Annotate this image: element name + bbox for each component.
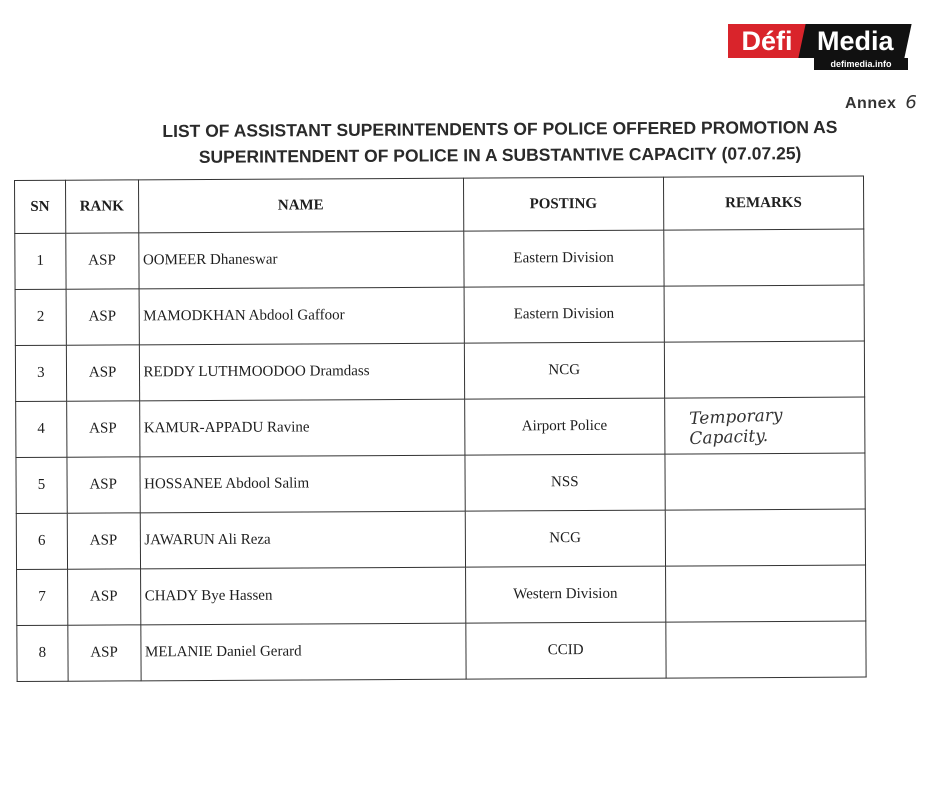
cell-remarks xyxy=(665,453,866,510)
table-row xyxy=(16,509,865,569)
table-row xyxy=(15,285,864,345)
cell-name: MAMODKHAN Abdool Gaffoor xyxy=(139,287,465,345)
handwritten-remark-line-1: Temporary xyxy=(688,404,783,429)
annex-handwritten-number: 6 xyxy=(905,92,918,113)
cell-sn: 4 xyxy=(16,401,67,457)
cell-sn: 1 xyxy=(15,233,66,289)
cell-remarks xyxy=(664,341,865,398)
header-posting: POSTING xyxy=(463,177,663,231)
promotion-table-wrapper xyxy=(14,176,869,682)
cell-posting: Airport Police xyxy=(464,398,664,455)
cell-name: CHADY Bye Hassen xyxy=(140,567,466,625)
cell-posting: NCG xyxy=(465,510,665,567)
cell-rank: ASP xyxy=(66,401,139,457)
document-title xyxy=(80,113,920,170)
cell-remarks xyxy=(664,285,865,342)
table-row xyxy=(17,565,866,625)
logo-defi: Défi xyxy=(728,24,806,58)
cell-sn: 6 xyxy=(16,513,67,569)
cell-sn: 7 xyxy=(17,569,68,625)
title-line-2: SUPERINTENDENT OF POLICE IN A SUBSTANTIVE CAPACITY (07.07.25) xyxy=(198,143,802,167)
table-header-row xyxy=(15,176,864,233)
cell-posting: NSS xyxy=(465,454,665,511)
header-remarks: REMARKS xyxy=(663,176,864,230)
cell-posting: Eastern Division xyxy=(464,230,664,287)
table-row xyxy=(16,453,865,513)
cell-remarks xyxy=(665,621,866,678)
cell-name: REDDY LUTHMOODOO Dramdass xyxy=(139,343,465,401)
cell-sn: 5 xyxy=(16,457,67,513)
cell-name: HOSSANEE Abdool Salim xyxy=(139,455,465,513)
cell-name: KAMUR-APPADU Ravine xyxy=(139,399,465,457)
cell-name: MELANIE Daniel Gerard xyxy=(140,623,466,681)
annex-label xyxy=(845,92,917,113)
cell-rank: ASP xyxy=(66,233,139,289)
cell-remarks xyxy=(664,397,865,454)
cell-posting: Western Division xyxy=(465,566,665,623)
header-sn: SN xyxy=(15,180,66,233)
cell-sn: 2 xyxy=(15,289,66,345)
cell-posting: CCID xyxy=(466,622,666,679)
cell-posting: Eastern Division xyxy=(464,286,664,343)
table-row xyxy=(15,341,864,401)
cell-name: OOMEER Dhaneswar xyxy=(138,231,464,289)
cell-posting: NCG xyxy=(464,342,664,399)
logo-media-box xyxy=(798,24,911,58)
cell-sn: 3 xyxy=(15,345,66,401)
cell-sn: 8 xyxy=(17,625,68,681)
header-name: NAME xyxy=(138,178,464,233)
table-row xyxy=(15,229,864,289)
cell-rank: ASP xyxy=(67,569,140,625)
table-body xyxy=(15,229,866,681)
cell-rank: ASP xyxy=(66,345,139,401)
header-rank: RANK xyxy=(65,180,138,233)
cell-name: JAWARUN Ali Reza xyxy=(140,511,466,569)
table-row xyxy=(17,621,866,681)
cell-remarks xyxy=(665,509,866,566)
title-line-1: LIST OF ASSISTANT SUPERINTENDENTS OF POLICE OFFERED PROMOTION AS xyxy=(162,116,838,142)
cell-rank: ASP xyxy=(67,513,140,569)
cell-rank: ASP xyxy=(67,457,140,513)
annex-text: Annex xyxy=(845,95,897,112)
handwritten-remark-line-2: Capacity. xyxy=(688,425,769,449)
cell-rank: ASP xyxy=(68,625,141,681)
cell-remarks xyxy=(663,229,864,286)
promotion-table xyxy=(14,176,867,682)
logo-domain: defimedia.info xyxy=(814,58,908,70)
defimedia-logo xyxy=(728,24,908,70)
cell-rank: ASP xyxy=(66,289,139,345)
table-row xyxy=(16,397,865,457)
cell-remarks xyxy=(665,565,866,622)
logo-media: Media xyxy=(816,26,894,56)
